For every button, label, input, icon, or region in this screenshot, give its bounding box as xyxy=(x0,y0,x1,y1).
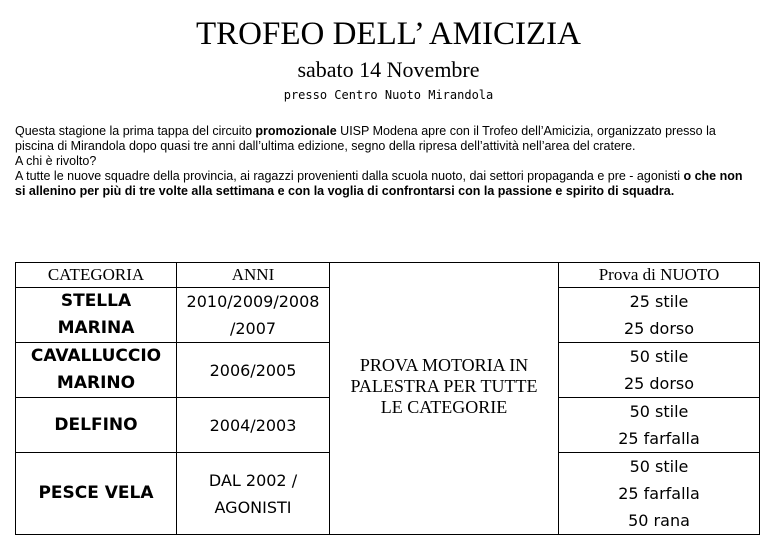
swim-test-cell xyxy=(559,453,760,535)
swim-test: 25 dorso xyxy=(623,319,695,338)
intro-paragraph-2 xyxy=(15,169,755,199)
category-name: STELLA xyxy=(60,291,132,311)
header-categoria: CATEGORIA xyxy=(16,263,177,288)
years-value: 2004/2003 xyxy=(209,415,297,435)
years-value: AGONISTI xyxy=(214,497,292,517)
category-cell xyxy=(16,343,177,398)
categories-table xyxy=(15,262,760,535)
swim-test: 50 stile xyxy=(629,457,689,476)
intro-p2-bold: o che non si allenino per più di tre volte alla settimana e con la voglia di confrontarsi con la passione e spirito di squadra. xyxy=(15,169,743,198)
category-name: CAVALLUCCIO xyxy=(30,346,162,366)
category-name: MARINA xyxy=(57,318,135,338)
category-name: MARINO xyxy=(56,373,136,393)
category-cell xyxy=(16,453,177,535)
intro-p1-bold: promozionale xyxy=(255,124,337,138)
intro-paragraph-1 xyxy=(15,124,755,154)
swim-test-cell xyxy=(559,343,760,398)
intro-p1-text: Questa stagione la prima tappa del circuito xyxy=(15,124,256,138)
swim-test-cell xyxy=(559,288,760,343)
swim-test: 25 farfalla xyxy=(618,429,700,448)
years-cell xyxy=(177,288,330,343)
years-value: 2006/2005 xyxy=(209,360,297,380)
years-value: 2010/2009/2008 xyxy=(186,292,320,311)
years-cell xyxy=(177,453,330,535)
header-anni: ANNI xyxy=(177,263,330,288)
years-value: /2007 xyxy=(229,319,277,338)
swim-test: 25 stile xyxy=(629,292,689,311)
intro-p1-text-2: UISP Modena apre con il Trofeo dell’Amicizia, organizzato presso la piscina di Mirandola dopo quasi tre anni dall’ultima edizione, segno della ripresa dell’attività nell’area del cratere. xyxy=(15,124,716,153)
motoria-cell: PROVA MOTORIA IN PALESTRA PER TUTTE LE CATEGORIE xyxy=(330,263,559,535)
category-name: DELFINO xyxy=(54,414,138,435)
swim-test: 50 rana xyxy=(628,511,690,530)
event-date: sabato 14 Novembre xyxy=(297,57,480,82)
category-cell xyxy=(16,288,177,343)
category-name: PESCE VELA xyxy=(38,483,154,503)
swim-test: 50 stile xyxy=(629,347,689,366)
header-prova: Prova di NUOTO xyxy=(559,263,760,288)
intro-p2-text: A tutte le nuove squadre della provincia, ai ragazzi provenienti dalla scuola nuoto, dai settori propaganda e pre - agonisti xyxy=(15,169,684,183)
table-header-row xyxy=(16,263,760,288)
years-value: DAL 2002 / xyxy=(208,470,298,490)
swim-test: 50 stile xyxy=(629,402,689,421)
page-title: TROFEO DELL’ AMICIZIA xyxy=(196,16,581,52)
swim-test: 25 dorso xyxy=(623,374,695,393)
swim-test-cell xyxy=(559,398,760,453)
category-cell xyxy=(16,398,177,453)
intro-question: A chi è rivolto? xyxy=(15,154,97,168)
event-venue: presso Centro Nuoto Mirandola xyxy=(283,88,494,102)
intro-text xyxy=(15,124,755,199)
years-cell xyxy=(177,398,330,453)
years-cell xyxy=(177,343,330,398)
swim-test: 25 farfalla xyxy=(618,484,700,503)
